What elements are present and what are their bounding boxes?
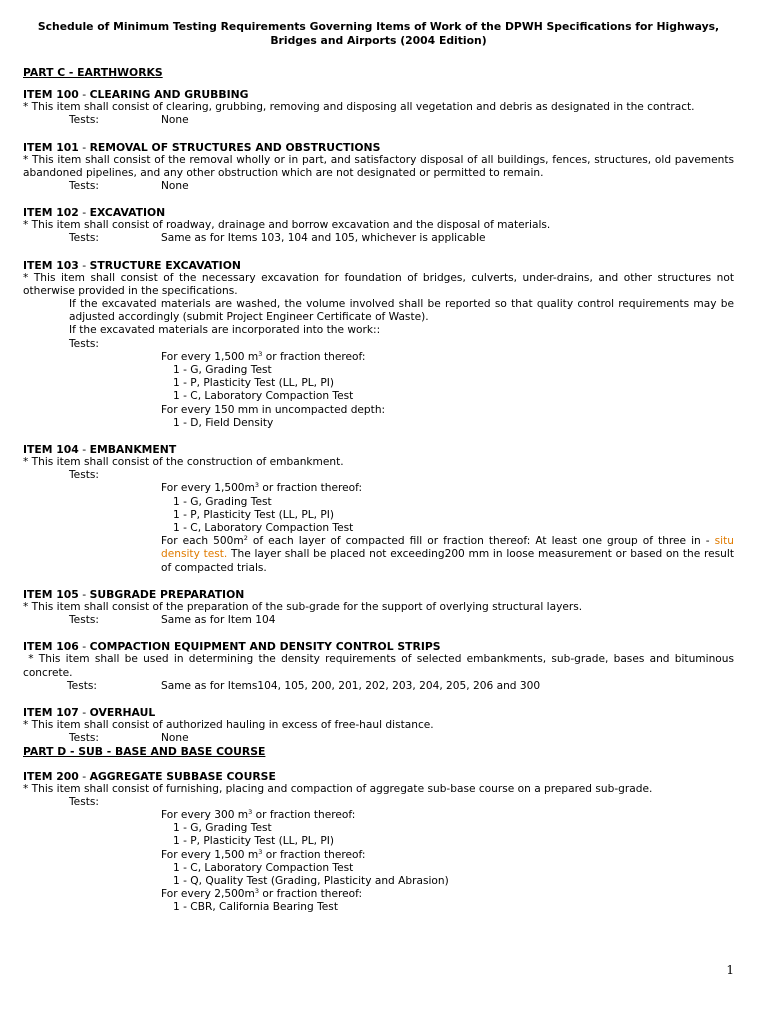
situ-density-link[interactable]: situ density test.	[161, 535, 734, 561]
frequency-superscript: 3	[258, 349, 263, 358]
tests-value: Same as for Item 104	[161, 614, 276, 627]
item-heading	[23, 206, 734, 219]
item-200	[23, 770, 734, 915]
test-entry: 1 - G, Grading Test	[173, 364, 272, 377]
test-frequency	[23, 351, 734, 364]
tests-label: Tests:	[69, 232, 99, 245]
tests-label: Tests:	[69, 795, 99, 808]
document-title: Schedule of Minimum Testing Requirements Governing Items of Work of the DPWH Specifications for Highways, Bridges and Airports (2004 Edition)	[37, 20, 720, 47]
item-heading	[23, 259, 734, 272]
item-separator: -	[78, 769, 90, 783]
tests-row	[23, 614, 734, 627]
item-number: ITEM 100	[23, 88, 79, 102]
tests-value: None	[161, 114, 189, 127]
tests-label: Tests:	[69, 469, 99, 482]
test-entry: 1 - G, Grading Test	[173, 822, 272, 835]
tests-label: Tests:	[69, 114, 99, 127]
item-101	[23, 141, 734, 194]
test-entry: 1 - P, Plasticity Test (LL, PL, PI)	[173, 508, 334, 521]
item-name: CLEARING AND GRUBBING	[89, 88, 249, 102]
test-entry: 1 - C, Laboratory Compaction Test	[173, 390, 354, 403]
item-name: EXCAVATION	[89, 206, 166, 220]
test-entry: 1 - P, Plasticity Test (LL, PL, PI)	[173, 835, 334, 848]
item-separator: -	[78, 88, 90, 102]
frequency-text: The layer shall be placed not exceeding200 mm in loose measurement or based on the result of compacted trials.	[161, 548, 734, 574]
tests-row	[23, 680, 734, 693]
frequency-superscript: 2	[243, 534, 248, 543]
frequency-text: or fraction thereof:	[262, 848, 366, 861]
test-frequency	[23, 849, 734, 862]
frequency-superscript: 3	[254, 481, 260, 490]
item-note: If the excavated materials are washed, the volume involved shall be reported so that quality control requirements may be adjusted accordingly (submit Project Engineer Certificate of Waste).	[69, 298, 734, 324]
item-heading	[23, 640, 734, 653]
test-entry: 1 - P, Plasticity Test (LL, PL, PI)	[173, 377, 334, 390]
item-103	[23, 259, 734, 430]
item-description: * This item shall consist of the construction of embankment.	[23, 456, 344, 469]
frequency-text: or fraction thereof:	[262, 350, 366, 363]
document-page	[23, 20, 738, 928]
tests-row	[23, 180, 734, 193]
frequency-text: For every 1,500 m	[161, 848, 259, 861]
item-description: * This item shall be used in determining the density requirements of selected embankments, sub-grade, bases and bituminous concrete.	[23, 653, 738, 679]
item-number: ITEM 107	[23, 705, 79, 719]
tests-label: Tests:	[69, 337, 99, 350]
item-106	[23, 640, 738, 693]
tests-value: Same as for Items104, 105, 200, 201, 202, 203, 204, 205, 206 and 300	[161, 679, 541, 692]
test-entry: 1 - C, Laboratory Compaction Test	[173, 522, 354, 535]
item-107	[23, 706, 734, 745]
item-heading	[23, 443, 734, 456]
page-number: 1	[726, 963, 734, 977]
frequency-text: For every 1,500 m	[161, 350, 259, 363]
item-name: AGGREGATE SUBBASE COURSE	[89, 769, 276, 783]
item-number: ITEM 106	[23, 640, 79, 654]
tests-label: Tests:	[69, 732, 99, 745]
item-105	[23, 588, 734, 627]
frequency-superscript: 3	[248, 807, 253, 816]
tests-value: None	[161, 732, 189, 745]
item-name: COMPACTION EQUIPMENT AND DENSITY CONTROL STRIPS	[89, 640, 441, 654]
frequency-text: For every 1,500m	[161, 482, 255, 495]
item-number: ITEM 102	[23, 206, 79, 220]
test-entry: 1 - D, Field Density	[173, 416, 274, 429]
item-number: ITEM 104	[23, 443, 79, 457]
item-separator: -	[78, 443, 90, 457]
item-name: REMOVAL OF STRUCTURES AND OBSTRUCTIONS	[89, 140, 381, 154]
test-frequency: For every 150 mm in uncompacted depth:	[161, 403, 386, 416]
item-name: SUBGRADE PREPARATION	[89, 587, 245, 601]
test-entry: 1 - C, Laboratory Compaction Test	[173, 861, 354, 874]
item-102	[23, 206, 734, 245]
item-description: * This item shall consist of clearing, grubbing, removing and disposing all vegetation and debris as designated in the contract.	[23, 101, 695, 114]
item-description: * This item shall consist of furnishing, placing and compaction of aggregate sub-base course on a prepared sub-grade.	[23, 782, 653, 795]
part-d-heading: PART D - SUB - BASE AND BASE COURSE	[23, 745, 266, 759]
item-separator: -	[78, 140, 90, 154]
item-number: ITEM 200	[23, 769, 79, 783]
tests-label: Tests:	[69, 614, 99, 627]
frequency-text: For every 2,500m	[161, 888, 255, 901]
test-frequency	[23, 535, 734, 575]
frequency-superscript: 3	[254, 887, 260, 896]
tests-row	[23, 732, 734, 745]
tests-value: None	[161, 180, 189, 193]
item-heading	[23, 706, 734, 719]
item-number: ITEM 105	[23, 587, 79, 601]
item-separator: -	[78, 640, 90, 654]
item-heading	[23, 770, 734, 783]
item-name: STRUCTURE EXCAVATION	[89, 258, 241, 272]
tests-row	[23, 114, 734, 127]
frequency-superscript: 3	[258, 847, 263, 856]
test-entry: 1 - Q, Quality Test (Grading, Plasticity and Abrasion)	[173, 874, 449, 887]
item-name: EMBANKMENT	[89, 443, 177, 457]
frequency-text: or fraction thereof:	[252, 808, 356, 821]
item-number: ITEM 101	[23, 140, 79, 154]
item-description: * This item shall consist of the removal wholly or in part, and satisfactory disposal of all buildings, fences, structures, old pavements abandoned pipelines, and any other obstruction which are not designated or permitted to remain.	[23, 153, 734, 179]
item-description: * This item shall consist of authorized hauling in excess of free-haul distance.	[23, 718, 434, 731]
frequency-text: or fraction thereof:	[259, 888, 363, 901]
item-separator: -	[78, 705, 90, 719]
item-separator: -	[78, 587, 90, 601]
test-frequency	[23, 482, 734, 495]
item-note: If the excavated materials are incorporated into the work::	[69, 324, 381, 337]
item-description: * This item shall consist of the preparation of the sub-grade for the support of overlying structural layers.	[23, 600, 583, 613]
test-entry: 1 - G, Grading Test	[173, 495, 272, 508]
item-separator: -	[78, 258, 90, 272]
item-100	[23, 88, 734, 127]
tests-value: Same as for Items 103, 104 and 105, whichever is applicable	[161, 232, 486, 245]
item-description: * This item shall consist of the necessary excavation for foundation of bridges, culverts, under-drains, and other structures not otherwise provided in the specifications.	[23, 271, 734, 297]
frequency-text: For each 500m	[161, 535, 244, 548]
test-frequency	[23, 809, 734, 822]
tests-label: Tests:	[67, 679, 97, 692]
tests-label: Tests:	[69, 180, 99, 193]
item-description: * This item shall consist of roadway, drainage and borrow excavation and the disposal of materials.	[23, 219, 551, 232]
test-frequency	[23, 888, 734, 901]
frequency-text: For every 300 m	[161, 808, 249, 821]
part-c-heading: PART C - EARTHWORKS	[23, 66, 163, 79]
frequency-text: of each layer of compacted fill or fraction thereof: At least one group of three in -	[247, 535, 715, 548]
item-number: ITEM 103	[23, 258, 79, 272]
test-entry: 1 - CBR, California Bearing Test	[173, 901, 338, 914]
item-104	[23, 443, 734, 575]
item-name: OVERHAUL	[89, 705, 156, 719]
item-heading	[23, 588, 734, 601]
item-separator: -	[78, 206, 90, 220]
item-heading	[23, 141, 734, 154]
frequency-text: or fraction thereof:	[259, 482, 363, 495]
tests-row	[23, 232, 734, 245]
item-heading	[23, 88, 734, 101]
